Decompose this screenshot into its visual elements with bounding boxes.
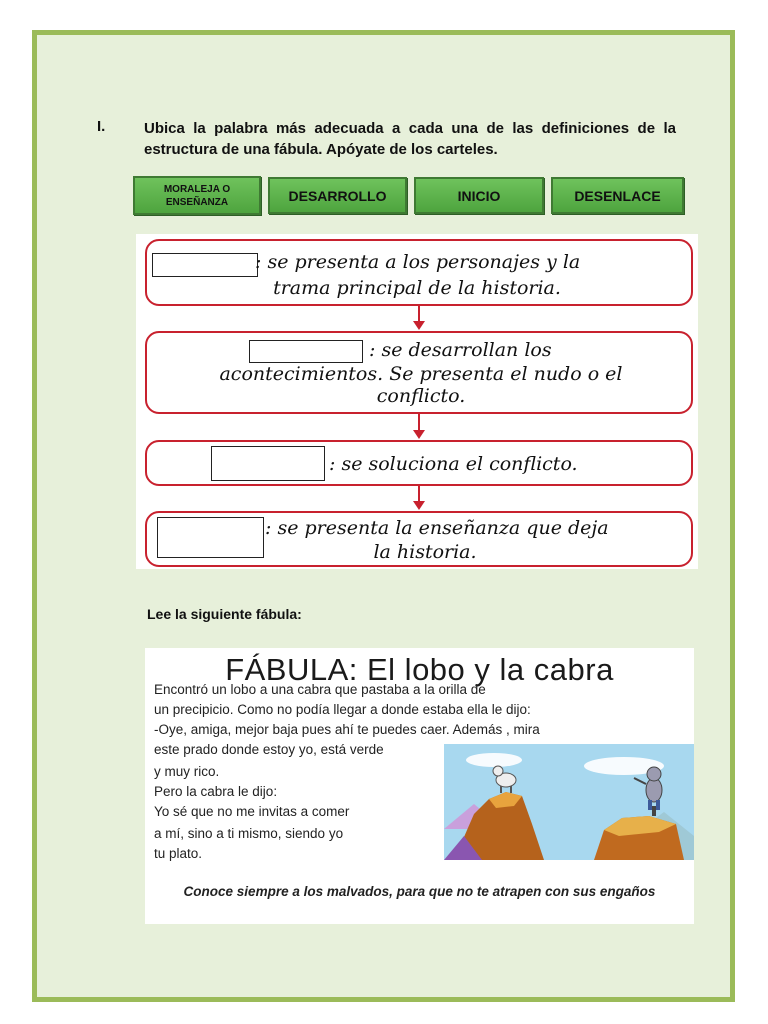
step-box-inicio (145, 239, 693, 306)
reading-prompt: Lee la siguiente fábula: (147, 606, 302, 622)
arrow-connector (418, 306, 420, 322)
wolf-and-goat-illustration (444, 744, 694, 860)
fable-text-line: Yo sé que no me invitas a comer (154, 804, 350, 819)
answer-blank-4[interactable] (157, 517, 264, 558)
question-number: I. (97, 118, 106, 135)
step-2-line-2: acontecimientos. Se presenta el nudo o el (219, 363, 623, 385)
fable-title: FÁBULA: El lobo y la cabra (225, 652, 614, 687)
step-box-moraleja (145, 511, 693, 567)
answer-blank-3[interactable] (211, 446, 325, 481)
fable-text-line: tu plato. (154, 846, 203, 861)
step-4-line-2: la historia. (373, 541, 477, 563)
card-desarrollo[interactable]: DESARROLLO (268, 177, 407, 214)
fable-structure-diagram (136, 234, 698, 569)
question-instructions: Ubica la palabra más adecuada a cada una de las definiciones de la estructura de una fábula. Apóyate de los carteles. (144, 120, 676, 158)
arrow-down-icon (413, 321, 425, 330)
fable-text-line: Pero la cabra le dijo: (154, 784, 278, 799)
step-1-line-2: trama principal de la historia. (273, 277, 561, 299)
step-4-line-1: : se presenta la enseñanza que deja (265, 517, 609, 539)
fable-text-line: -Oye, amiga, mejor baja pues ahí te puedes caer. Además , mira (154, 722, 540, 737)
arrow-connector (418, 486, 420, 502)
arrow-connector (418, 414, 420, 431)
step-1-line-1: : se presenta a los personajes y la (255, 251, 581, 273)
card-desenlace[interactable]: DESENLACE (551, 177, 684, 214)
answer-blank-1[interactable] (152, 253, 258, 277)
card-moraleja[interactable]: MORALEJA O ENSEÑANZA (133, 176, 261, 215)
fable-text-line: Encontró un lobo a una cabra que pastaba a la orilla de (154, 682, 486, 697)
arrow-down-icon (413, 501, 425, 510)
fable-moral: Conoce siempre a los malvados, para que no te atrapen con sus engaños (183, 884, 656, 899)
fable-text-line: a mí, sino a ti mismo, siendo yo (154, 826, 344, 841)
arrow-down-icon (413, 430, 425, 439)
fable-text-line: este prado donde estoy yo, está verde (154, 742, 384, 757)
step-box-desarrollo (145, 331, 693, 414)
fable-text-line: y muy rico. (154, 764, 220, 779)
card-inicio[interactable]: INICIO (414, 177, 544, 214)
fable-text-line: un precipicio. Como no podía llegar a donde estaba ella le dijo: (154, 702, 531, 717)
step-2-line-1: : se desarrollan los (369, 339, 552, 361)
step-3-line-1: : se soluciona el conflicto. (329, 453, 578, 475)
answer-blank-2[interactable] (249, 340, 363, 363)
fable-card (145, 648, 694, 924)
step-box-desenlace (145, 440, 693, 486)
step-2-line-3: conflicto. (376, 385, 466, 407)
